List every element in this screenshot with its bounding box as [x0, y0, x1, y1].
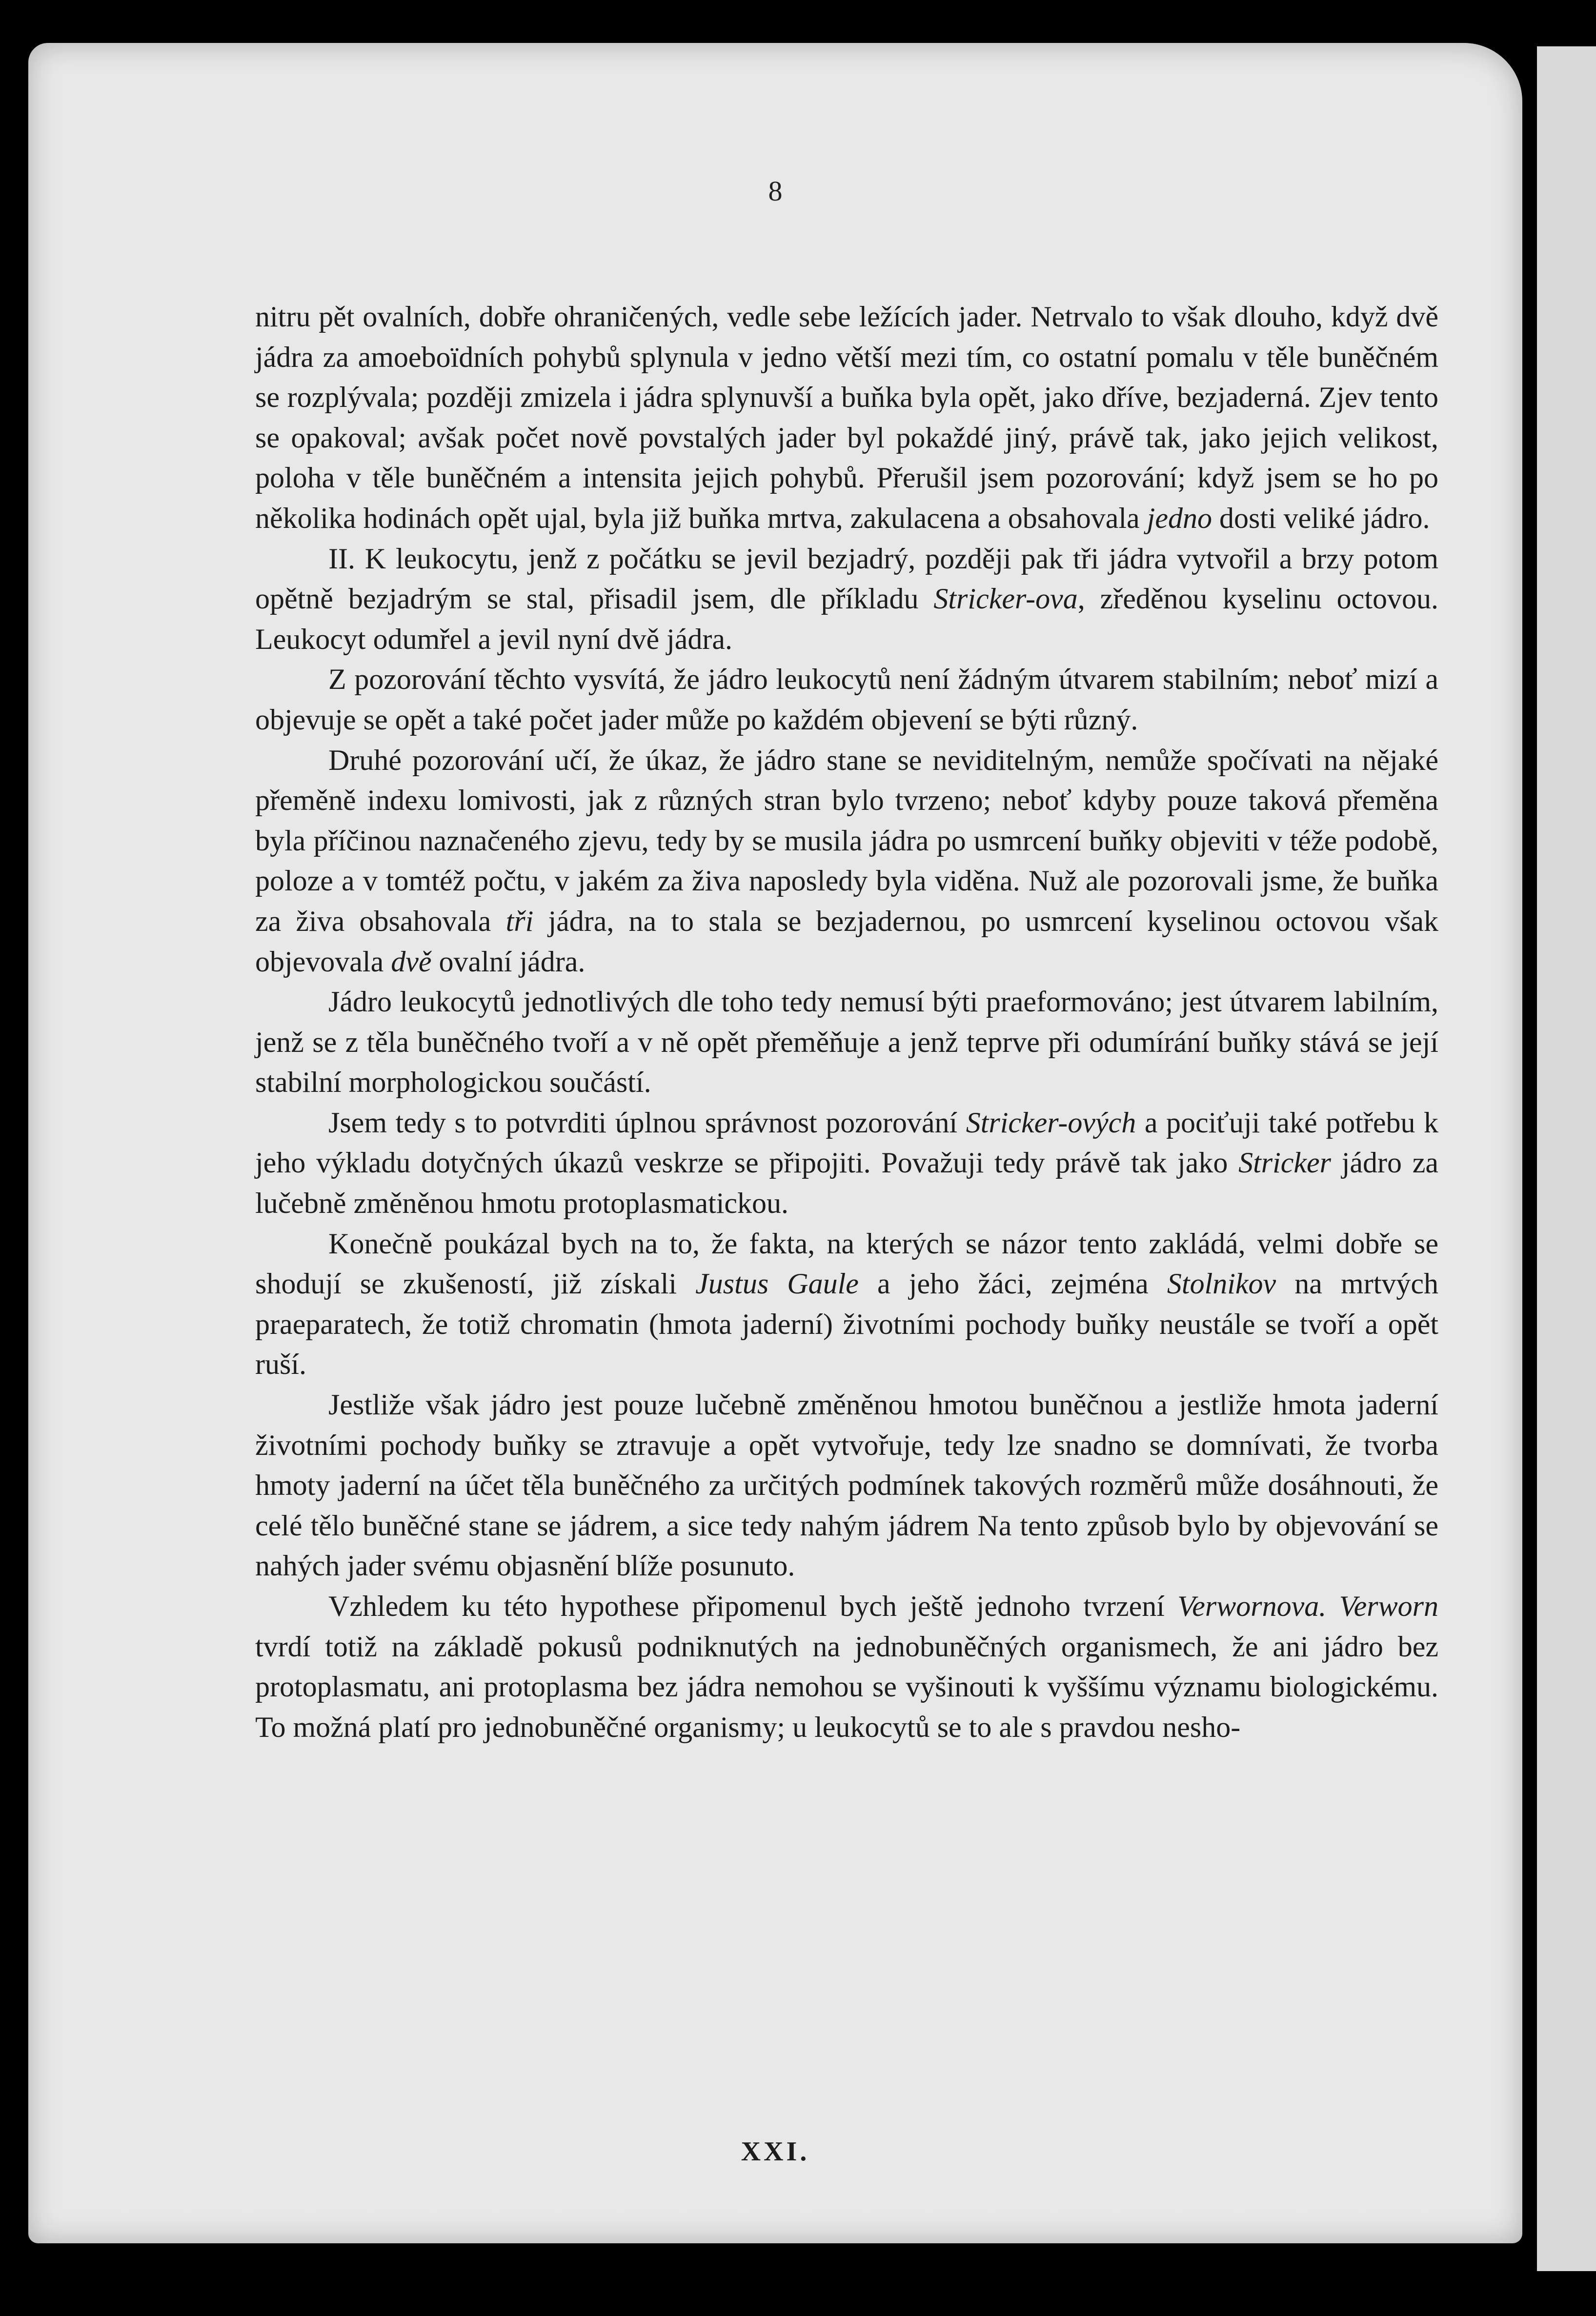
text-run: Konečně poukázal bych na to, že fakta, na kterých se názor tento zakládá, velmi dobře se shodují se zkušeností, již získali	[255, 1227, 1438, 1300]
text-run: a pociťuji také potřebu k jeho výkladu dotyčných úkazů veskrze se připojiti. Považuji tedy právě tak jako	[255, 1106, 1439, 1179]
paragraph	[255, 982, 1438, 1103]
paragraph	[255, 740, 1438, 982]
text-run: a jeho žáci, zejména	[858, 1268, 1167, 1300]
italic-run: Justus Gaule	[695, 1268, 859, 1300]
book-page	[28, 43, 1522, 2243]
paragraph	[255, 1385, 1438, 1586]
adjacent-page-edge	[1537, 46, 1596, 2271]
italic-run: Stricker-ova	[933, 583, 1078, 615]
text-run: na mrtvých praeparatech, že totiž chromatin (hmota jaderní) životními pochody buňky neustále se tvoří a opět ruší.	[255, 1268, 1439, 1381]
italic-run: jedno	[1147, 502, 1212, 534]
paragraph	[255, 1586, 1438, 1747]
paragraph	[255, 539, 1438, 660]
body-text	[255, 297, 1438, 1747]
text-run: Vzhledem ku této hypothese připomenul bych ještě jednoho tvrzení	[328, 1590, 1178, 1622]
text-run: jádro za lučebně změněnou hmotu protoplasmatickou.	[255, 1147, 1438, 1220]
text-run: Z pozorování těchto vysvítá, že jádro leukocytů není žádným útvarem stabilním; neboť mizí a objevuje se opět a také počet jader může po každém objevení se býti různý.	[255, 663, 1438, 736]
text-run: Druhé pozorování učí, že úkaz, že jádro stane se neviditelným, nemůže spočívati na nějaké přeměně indexu lomivosti, jak z různých stran bylo tvrzeno; neboť kdyby pouze taková přeměna byla příčinou naznačeného zjevu, tedy by se musila jádra po usmrcení buňky objeviti v téže podobě, poloze a v tomtéž počtu, v jakém za živa naposledy byla viděna. Nuž ale pozorovali jsme, že buňka za živa obsahovala	[255, 744, 1438, 937]
text-run: dosti veliké jádro.	[1212, 502, 1430, 534]
text-run: nitru pět ovalních, dobře ohraničených, vedle sebe ležících jader. Netrvalo to však dlouho, když dvě jádra za amoeboïdních pohybů splynula v jedno větší mezi tím, co ostatní pomalu v těle buněčném se rozplývala; později zmizela i jádra splynuvší a buňka byla opět, jako dříve, bezjaderná. Zjev tento se opakoval; avšak počet nově povstalých jader byl pokaždé jiný, právě tak, jako jejich velikost, poloha v těle buněčném a intensita jejich pohybů. Přerušil jsem pozorování; když jsem se ho po několika hodinách opět ujal, byla již buňka mrtva, zakulacena a obsahovala	[255, 301, 1438, 534]
italic-run: tři	[505, 905, 534, 937]
page-number: 8	[768, 175, 783, 207]
italic-run: Stricker-ových	[966, 1106, 1136, 1139]
text-run: tvrdí totiž na základě pokusů podniknutých na jednobuněčných organismech, že ani jádro bez protoplasmatu, ani protoplasma bez jádra nemohou se vyšinouti k vyššímu významu biologickému. To možná platí pro jednobuněčné organismy; u leukocytů se to ale s pravdou nesho-	[255, 1630, 1438, 1743]
text-run: ovalní jádra.	[431, 945, 586, 978]
signature-mark: XXI.	[741, 2136, 810, 2167]
text-run: Jsem tedy s to potvrditi úplnou správnost pozorování	[328, 1106, 966, 1139]
italic-run: dvě	[391, 945, 432, 978]
text-run: Jádro leukocytů jednotlivých dle toho tedy nemusí býti praeformováno; jest útvarem labilním, jenž se z těla buněčného tvoří a v ně opět přeměňuje a jenž teprve při odumírání buňky stává se její stabilní morphologickou součástí.	[255, 986, 1438, 1099]
text-run: II. K leukocytu, jenž z počátku se jevil bezjadrý, později pak tři jádra vytvořil a brzy potom opětně bezjadrým se stal, přisadil jsem, dle příkladu	[255, 542, 1438, 615]
text-run: , zředěnou kyselinu octovou. Leukocyt odumřel a jevil nyní dvě jádra.	[255, 583, 1438, 655]
text-run	[1326, 1590, 1339, 1622]
paragraph	[255, 1224, 1438, 1385]
text-run: jádra, na to stala se bezjadernou, po usmrcení kyselinou octovou však objevovala	[255, 905, 1438, 978]
paragraph	[255, 297, 1438, 539]
paragraph	[255, 1103, 1438, 1224]
italic-run: Verworn	[1339, 1590, 1438, 1622]
italic-run: Stolnikov	[1167, 1268, 1276, 1300]
paragraph	[255, 659, 1438, 740]
text-run: Jestliže však jádro jest pouze lučebně změněnou hmotou buněčnou a jestliže hmota jaderní životními pochody buňky se ztravuje a opět vytvořuje, tedy lze snadno se domnívati, že tvorba hmoty jaderní na účet těla buněčného za určitých podmínek takových rozměrů může dosáhnouti, že celé tělo buněčné stane se jádrem, a sice tedy nahým jádrem Na tento způsob bylo by objevování se nahých jader svému objasnění blíže posunuto.	[255, 1389, 1438, 1582]
italic-run: Verwornova.	[1177, 1590, 1327, 1622]
italic-run: Stricker	[1238, 1147, 1332, 1179]
